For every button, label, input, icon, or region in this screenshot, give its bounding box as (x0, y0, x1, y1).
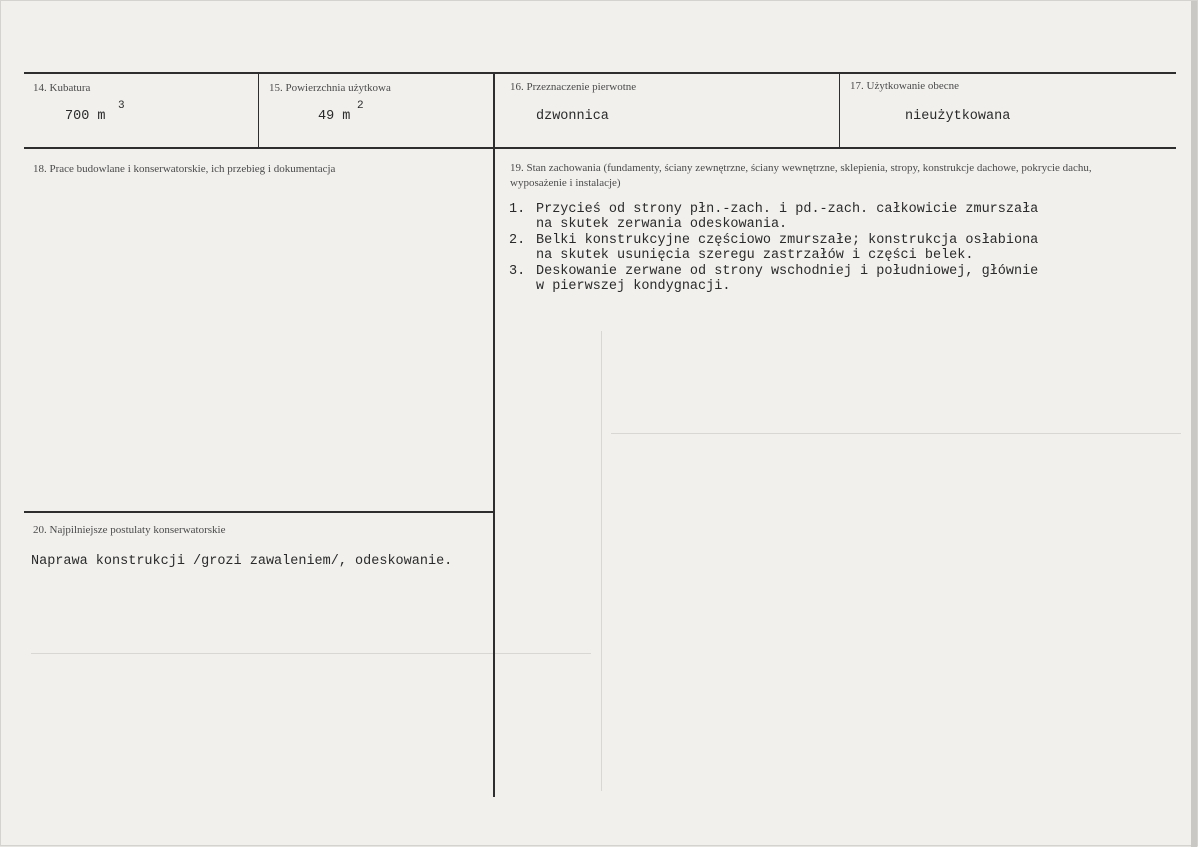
item-text: Przycieś od strony płn.-zach. i pd.-zach. całkowicie zmurszała na skutek zerwania odeskowania. (536, 202, 1039, 233)
show-through-line (601, 331, 602, 791)
field-15-value: 49 m (318, 109, 351, 124)
row-rule (24, 147, 1176, 149)
item-text: Belki konstrukcyjne częściowo zmurszałe; konstrukcja osłabiona na skutek usunięcia szeregu zastrzałów i części belek. (536, 232, 1039, 264)
list-item (509, 264, 1106, 295)
field-17-value: nieużytkowana (905, 109, 1011, 124)
field-16-value: dzwonnica (536, 109, 609, 124)
list-item (509, 233, 1106, 264)
field-19-list (509, 202, 1106, 294)
field-20-value: Naprawa konstrukcji /grozi zawaleniem/, odeskowanie. (31, 554, 453, 569)
field-14-label: 14. Kubatura (33, 82, 91, 94)
field-18-label: 18. Prace budowlane i konserwatorskie, ich przebieg i dokumentacja (33, 163, 336, 175)
field-16-label: 16. Przeznaczenie pierwotne (510, 81, 637, 93)
list-item (509, 202, 1106, 233)
show-through-line (611, 433, 1181, 434)
field-14-exponent: 3 (118, 100, 125, 112)
item-number: 3. (509, 263, 526, 279)
field-15-label: 15. Powierzchnia użytkowa (269, 82, 391, 94)
show-through-line (31, 653, 591, 654)
field-20-label: 20. Najpilniejsze postulaty konserwatorskie (33, 524, 226, 536)
field-19-label: 19. Stan zachowania (fundamenty, ściany zewnętrzne, ściany wewnętrzne, sklepienia, stropy, konstrukcje dachowe, pokrycie dachu, wyposażenie i instalacje) (510, 162, 1092, 189)
top-rule (24, 72, 1176, 74)
field-17-label: 17. Użytkowanie obecne (850, 80, 960, 92)
column-divider (493, 74, 495, 797)
column-divider (839, 74, 840, 147)
field-15-exponent: 2 (357, 100, 364, 112)
item-number: 1. (509, 202, 526, 217)
item-text: Deskowanie zerwane od strony wschodniej i południowej, głównie w pierwszej kondygnacji. (536, 263, 1039, 295)
card-edge (1191, 1, 1197, 847)
field-14-value: 700 m (65, 109, 106, 124)
column-divider (258, 74, 259, 147)
item-number: 2. (509, 232, 526, 248)
section-rule (24, 511, 493, 513)
